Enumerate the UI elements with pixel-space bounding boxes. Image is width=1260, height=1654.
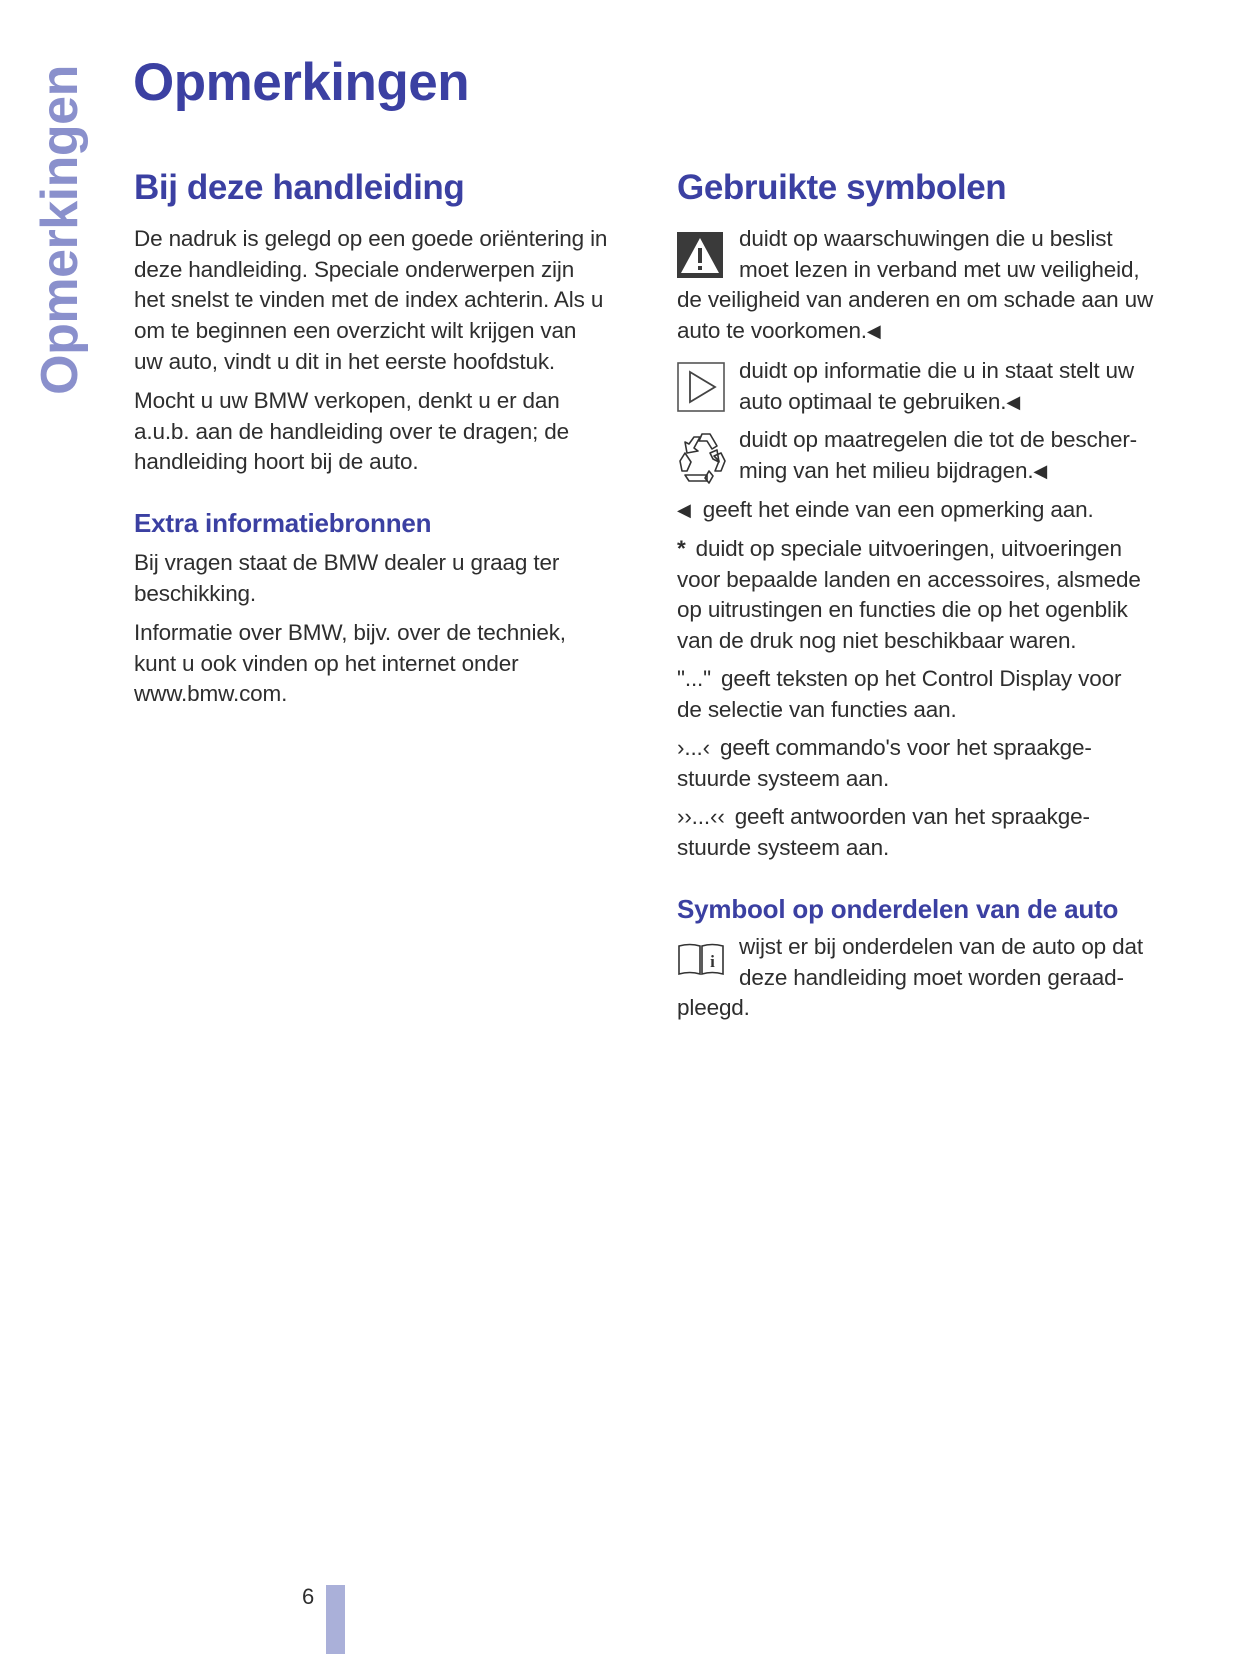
text-line: het snelst te vinden met de index achterin. Als u bbox=[134, 287, 604, 313]
manual-description-continued bbox=[677, 993, 1187, 1024]
text-line: geeft het einde van een opmerking aan. bbox=[702, 497, 1094, 522]
text-line: stuurde systeem aan. bbox=[677, 765, 890, 791]
info-description bbox=[739, 356, 1187, 418]
manual-description bbox=[739, 932, 1187, 993]
end-of-note-icon: ◀ bbox=[677, 500, 691, 520]
text-line: ming van het milieu bijdragen. bbox=[739, 457, 1034, 483]
quote-marker: "..." bbox=[677, 666, 711, 691]
text-line: geeft commando's voor het spraakge- bbox=[720, 735, 1092, 760]
text-line: geeft teksten op het Control Display voor bbox=[720, 666, 1122, 691]
internet-paragraph bbox=[134, 618, 644, 710]
text-line: wijst er bij onderdelen van de auto op dat bbox=[739, 934, 1143, 959]
recycle-icon bbox=[677, 431, 727, 485]
text-line: voor bepaalde landen en accessoires, alsmede bbox=[677, 566, 1141, 592]
text-line: op uitrustingen en functies die op het ogenblik bbox=[677, 597, 1128, 623]
note-asterisk bbox=[677, 534, 1187, 657]
page-number: 6 bbox=[302, 1584, 315, 1609]
single-guillemet-marker: ›...‹ bbox=[677, 735, 710, 760]
text-line: de veiligheid van anderen en om schade aan uw bbox=[677, 287, 1154, 312]
text-line: geeft antwoorden van het spraakge- bbox=[734, 804, 1090, 829]
text-line: van de druk nog niet beschikbaar waren. bbox=[677, 628, 1077, 654]
text-line: auto te voorkomen. bbox=[677, 317, 867, 343]
subsection-title-symbool-op-onderdelen: Symbool op onderdelen van de auto bbox=[677, 894, 1119, 924]
website-link-text: www.bmw.com. bbox=[134, 681, 288, 707]
text-line: deze handleiding moet worden geraad- bbox=[739, 964, 1124, 990]
warning-icon bbox=[677, 232, 723, 278]
side-chapter-label-text: Opmerkingen bbox=[31, 65, 89, 395]
symbol-warning-entry bbox=[677, 224, 1187, 354]
text-line: a.u.b. aan de handleiding over te dragen; de bbox=[134, 418, 569, 444]
note-voice-commands bbox=[677, 733, 1187, 794]
section-title-gebruikte-symbolen: Gebruikte symbolen bbox=[677, 168, 1007, 207]
text-line: duidt op speciale uitvoeringen, uitvoeringen bbox=[695, 536, 1122, 561]
page-accent-bar bbox=[326, 1585, 345, 1654]
intro-paragraph bbox=[134, 224, 644, 378]
text-line: deze handleiding. Speciale onderwerpen zijn bbox=[134, 256, 575, 282]
symbol-manual-entry bbox=[677, 932, 1187, 1032]
svg-text:i: i bbox=[710, 952, 715, 971]
text-line: pleegd. bbox=[677, 995, 750, 1020]
subsection-title-extra-informatiebronnen: Extra informatiebronnen bbox=[134, 508, 432, 538]
warning-description-continued bbox=[677, 285, 1187, 347]
environment-description bbox=[739, 425, 1187, 487]
manual-book-icon bbox=[677, 942, 725, 976]
warning-description bbox=[739, 224, 1187, 285]
text-line: duidt op maatregelen die tot de bescher- bbox=[739, 427, 1138, 452]
text-line: moet lezen in verband met uw veiligheid, bbox=[739, 256, 1140, 282]
symbol-info-entry bbox=[677, 356, 1187, 420]
text-line: uw auto, vindt u dit in het eerste hoofdstuk. bbox=[134, 348, 556, 374]
symbol-environment-entry bbox=[677, 425, 1187, 489]
page-title: Opmerkingen bbox=[133, 53, 470, 112]
note-end-marker bbox=[677, 495, 1187, 527]
asterisk-marker: * bbox=[677, 536, 686, 561]
text-line: handleiding hoort bij de auto. bbox=[134, 449, 419, 475]
end-of-note-icon: ◀ bbox=[1006, 391, 1021, 412]
end-of-note-icon: ◀ bbox=[866, 320, 881, 341]
dealer-paragraph bbox=[134, 548, 644, 609]
note-voice-responses bbox=[677, 802, 1187, 863]
text-line: De nadruk is gelegd op een goede oriëntering in bbox=[134, 226, 608, 251]
play-info-icon bbox=[677, 362, 725, 412]
end-of-note-icon: ◀ bbox=[1033, 460, 1048, 481]
double-guillemet-marker: ››...‹‹ bbox=[677, 804, 725, 829]
note-control-display-text bbox=[677, 664, 1187, 725]
text-line: kunt u ook vinden op het internet onder bbox=[134, 650, 519, 676]
text-line: om te beginnen een overzicht wilt krijgen van bbox=[134, 318, 577, 344]
text-line: Bij vragen staat de BMW dealer u graag ter bbox=[134, 550, 560, 575]
text-line: beschikking. bbox=[134, 580, 257, 606]
text-line: duidt op informatie die u in staat stelt uw bbox=[739, 358, 1135, 383]
sell-car-paragraph bbox=[134, 386, 644, 478]
text-line: stuurde systeem aan. bbox=[677, 834, 890, 860]
text-line: Mocht u uw BMW verkopen, denkt u er dan bbox=[134, 388, 560, 413]
text-line: de selectie van functies aan. bbox=[677, 696, 957, 722]
text-line: duidt op waarschuwingen die u beslist bbox=[739, 226, 1113, 251]
side-chapter-label bbox=[30, 60, 90, 400]
text-line: auto optimaal te gebruiken. bbox=[739, 388, 1007, 414]
section-title-bij-deze-handleiding: Bij deze handleiding bbox=[134, 168, 465, 207]
text-line: Informatie over BMW, bijv. over de techniek, bbox=[134, 620, 566, 645]
